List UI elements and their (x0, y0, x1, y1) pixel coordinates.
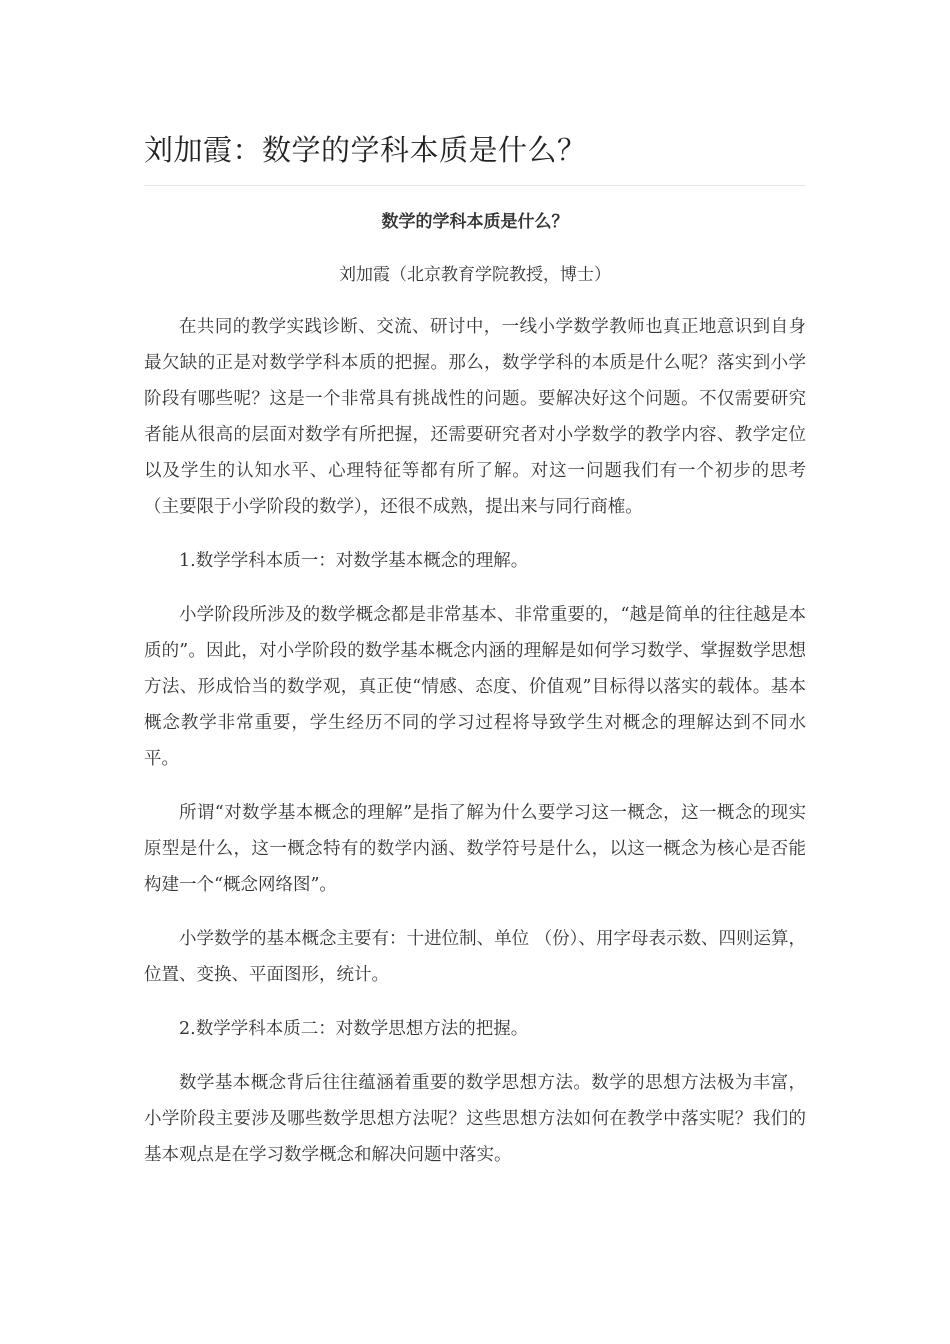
paragraph-understanding: 所谓“对数学基本概念的理解”是指了解为什么要学习这一概念，这一概念的现实原型是什么，这一概念特有的数学内涵、数学符号是什么，以这一概念为核心是否能构建一个“概念网络图”。 (144, 803, 806, 895)
page-title: 刘加霞：数学的学科本质是什么？ (144, 133, 587, 167)
paragraph-concepts: 小学阶段所涉及的数学概念都是非常基本、非常重要的，“越是简单的往往越是本质的”。因此，对小学阶段的数学基本概念内涵的理解是如何学习数学、掌握数学思想方法、形成恰当的数学观，真正使“情感、态度、价值观”目标得以落实的载体。基本概念教学非常重要，学生经历不同的学习过程将导致学生对概念的理解达到不同水平。 (144, 605, 806, 769)
paragraph-methods: 数学基本概念背后往往蕴涵着重要的数学思想方法。数学的思想方法极为丰富，小学阶段主要涉及哪些数学思想方法呢？这些思想方法如何在教学中落实呢？我们的基本观点是在学习数学概念和解决问题中落实。 (144, 1073, 806, 1165)
article-heading: 数学的学科本质是什么？ (381, 212, 569, 232)
article-container (144, 128, 806, 1173)
paragraph-basic-concepts: 小学数学的基本概念主要有：十进位制、单位 （份）、用字母表示数、四则运算，位置、变换、平面图形，统计。 (144, 929, 806, 985)
section-heading-2: 2.数学学科本质二：对数学思想方法的把握。 (179, 1019, 529, 1039)
author-line: 刘加霞（北京教育学院教授，博士） (339, 265, 611, 285)
paragraph-intro: 在共同的教学实践诊断、交流、研讨中，一线小学数学教师也真正地意识到自身最欠缺的正是对数学学科本质的把握。那么，数学学科的本质是什么呢？落实到小学阶段有哪些呢？这是一个非常具有挑战性的问题。要解决好这个问题。不仅需要研究者能从很高的层面对数学有所把握，还需要研究者对小学数学的教学内容、教学定位以及学生的认知水平、心理特征等都有所了解。对这一问题我们有一个初步的思考（主要限于小学阶段的数学），还很不成熟，提出来与同行商榷。 (144, 317, 806, 517)
title-divider (144, 185, 806, 186)
section-heading-1: 1.数学学科本质一：对数学基本概念的理解。 (179, 551, 529, 571)
